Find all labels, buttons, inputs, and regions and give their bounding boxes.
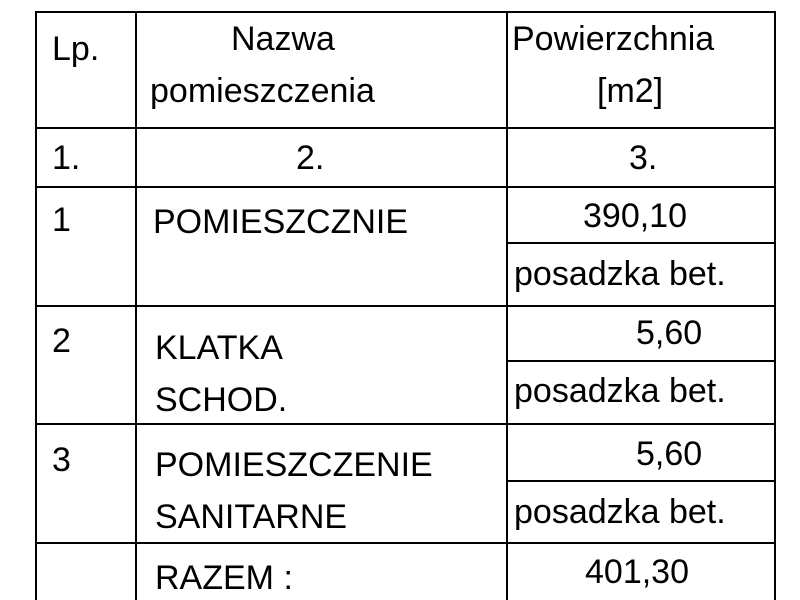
grid-line: [35, 11, 776, 13]
room-area: 5,60: [636, 435, 703, 473]
header-lp: Lp.: [52, 30, 100, 68]
grid-line: [35, 186, 776, 188]
room-name: SANITARNE: [155, 498, 348, 536]
row-number: 1: [52, 201, 71, 239]
room-name: SCHOD.: [155, 381, 288, 419]
column-number: 1.: [52, 139, 81, 177]
row-number: 3: [52, 441, 71, 479]
room-area: 5,60: [636, 314, 703, 352]
floor-type: posadzka bet.: [514, 493, 726, 531]
room-name: KLATKA: [155, 329, 283, 367]
column-number: 2.: [296, 139, 325, 177]
column-number: 3.: [629, 139, 658, 177]
grid-line: [35, 127, 776, 129]
total-area: 401,30: [585, 553, 689, 591]
header-area: Powierzchnia: [512, 20, 715, 58]
floor-type: posadzka bet.: [514, 372, 726, 410]
room-name: POMIESZCZENIE: [155, 446, 433, 484]
grid-line: [35, 542, 776, 544]
total-label: RAZEM :: [155, 559, 293, 597]
grid-line: [35, 423, 776, 425]
row-number: 2: [52, 322, 71, 360]
grid-line: [35, 305, 776, 307]
room-name: POMIESZCZNIE: [153, 203, 409, 241]
grid-line: [506, 360, 776, 362]
header-name: Nazwa: [231, 20, 335, 58]
grid-line: [506, 480, 776, 482]
floor-type: posadzka bet.: [514, 255, 726, 293]
room-area: 390,10: [583, 197, 687, 235]
header-name: pomieszczenia: [150, 72, 375, 110]
grid-line: [506, 242, 776, 244]
header-area-unit: [m2]: [597, 72, 664, 110]
